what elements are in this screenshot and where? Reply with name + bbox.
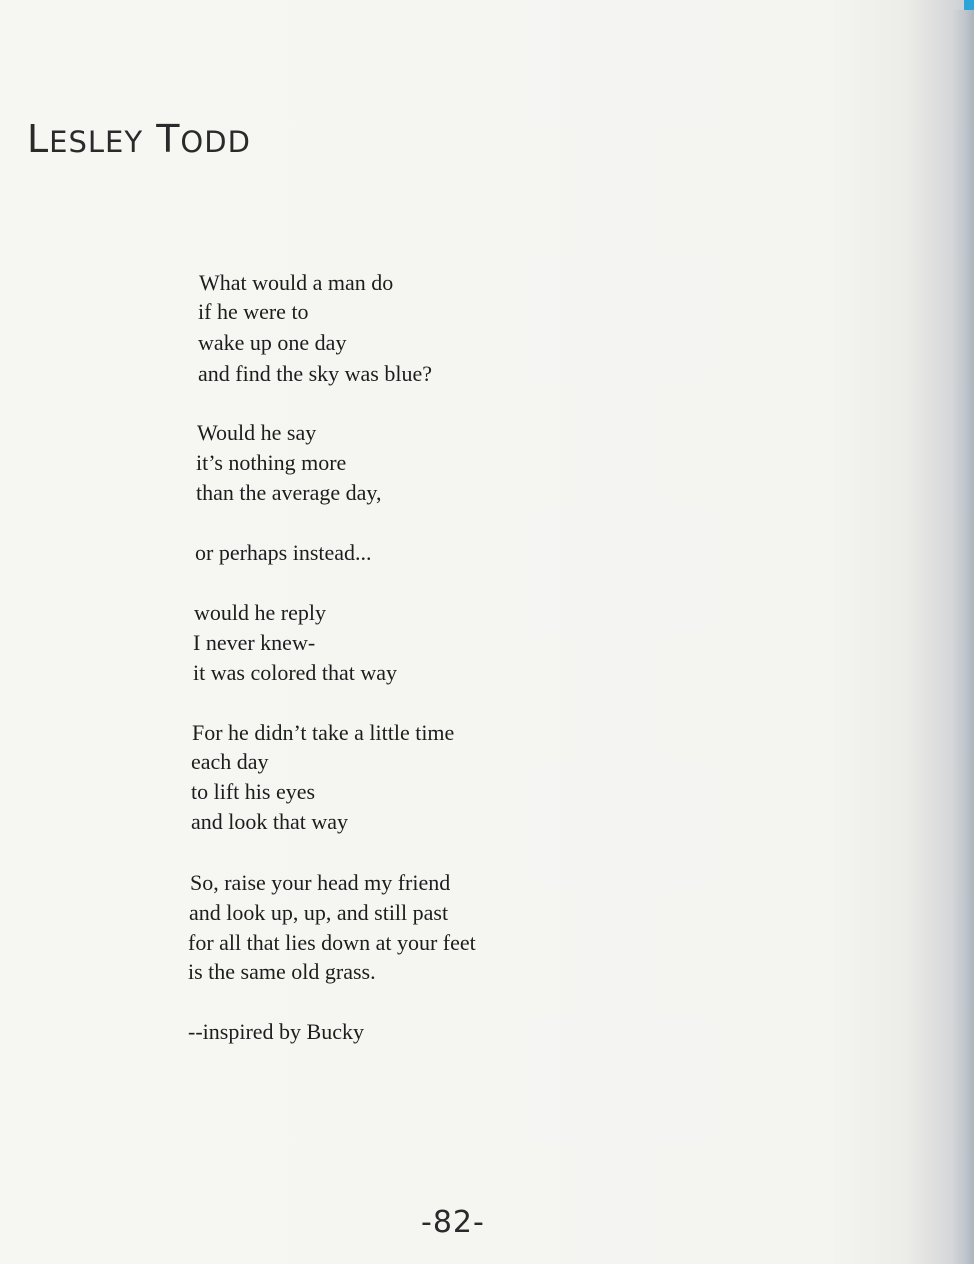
poem-line: wake up one day <box>198 330 347 355</box>
poem-line: or perhaps instead... <box>195 540 372 565</box>
poem-line: So, raise your head my friend <box>190 870 451 895</box>
poem-line: than the average day, <box>196 480 382 505</box>
poem-line: would he reply <box>194 600 326 625</box>
author-last-rest: ODD <box>180 125 251 159</box>
poem-line: for all that lies down at your feet <box>188 930 476 955</box>
poem-attribution: --inspired by Bucky <box>188 1019 364 1044</box>
page-number: -82- <box>421 1205 485 1240</box>
poem-line: to lift his eyes <box>191 779 316 804</box>
author-last-initial: T <box>156 117 181 161</box>
author-first-rest: ESLEY <box>49 125 144 159</box>
poem-line: and look up, up, and still past <box>189 900 449 925</box>
poem-line: it was colored that way <box>193 660 398 685</box>
poem-line: I never knew- <box>193 630 316 655</box>
poem-line: What would a man do <box>199 270 394 295</box>
poem-line: if he were to <box>198 299 309 324</box>
poem-line: and look that way <box>191 809 349 834</box>
poem-line: Would he say <box>197 420 317 445</box>
poem-line: is the same old grass. <box>188 959 376 984</box>
poem-line: it’s nothing more <box>196 450 347 475</box>
author-first-initial: L <box>27 117 50 161</box>
poem-line: and find the sky was blue? <box>198 361 432 386</box>
poem-line: For he didn’t take a little time <box>192 720 455 745</box>
poem-line: each day <box>191 749 269 774</box>
